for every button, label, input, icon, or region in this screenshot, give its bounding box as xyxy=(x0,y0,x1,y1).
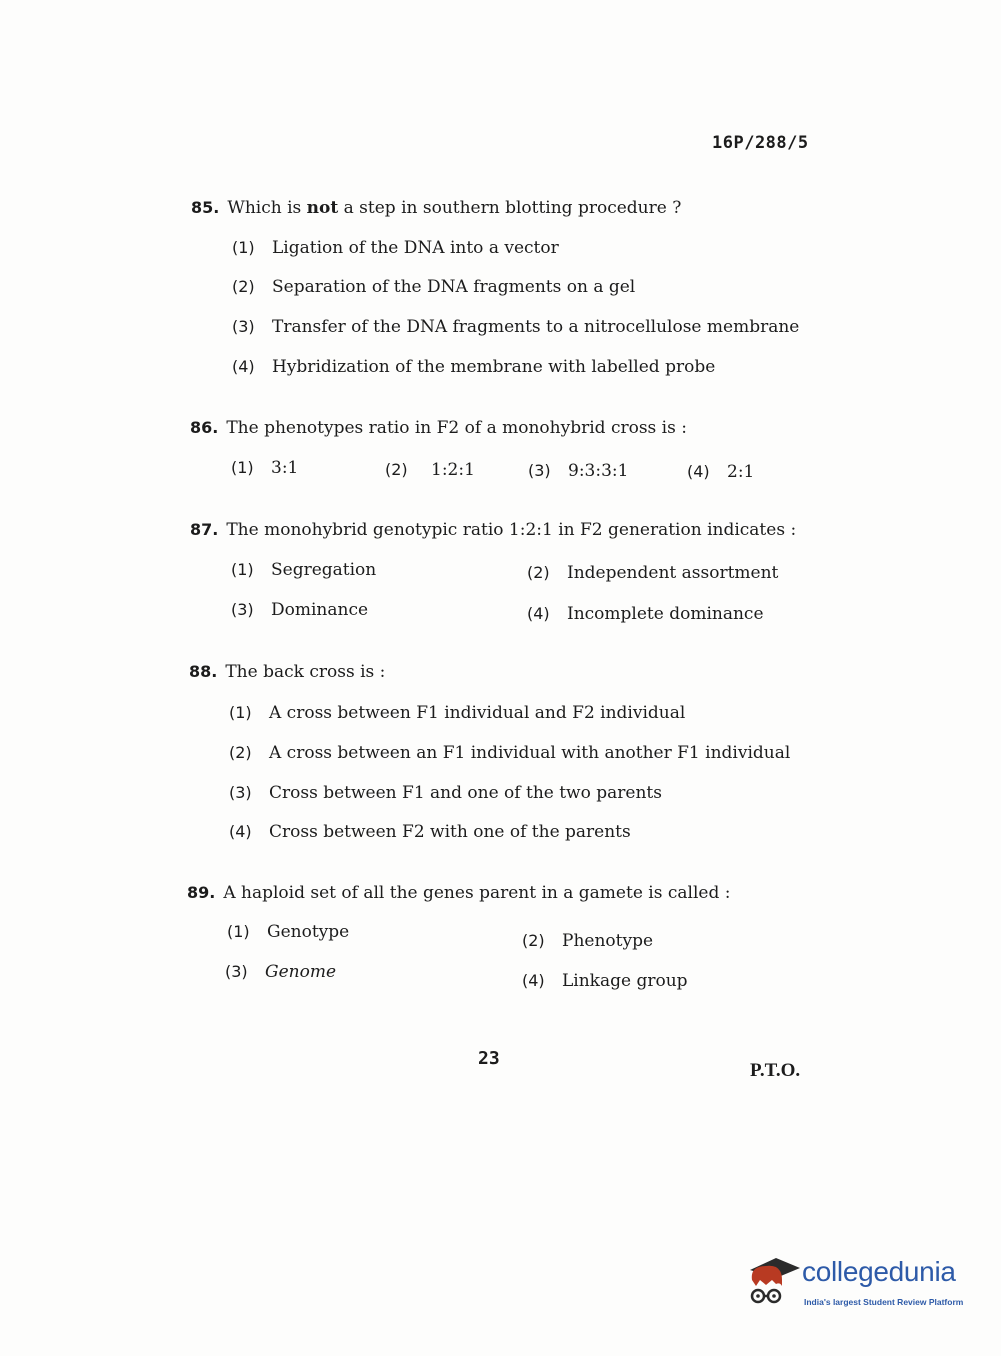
option-label: (3) xyxy=(229,783,252,802)
question-text-part: a step in southern blotting procedure ? xyxy=(338,198,682,218)
option-89-4 xyxy=(522,971,688,991)
option-label: (4) xyxy=(232,357,255,376)
option-label: (4) xyxy=(687,462,710,481)
brand-name: collegedunia xyxy=(802,1256,956,1287)
option-text: Dominance xyxy=(271,600,369,620)
option-label: (1) xyxy=(229,703,252,722)
option-label: (1) xyxy=(232,238,255,257)
option-text: 9:3:3:1 xyxy=(568,461,629,481)
option-86-2 xyxy=(385,460,475,480)
option-text: A cross between F1 individual and F2 individual xyxy=(269,703,686,723)
option-85-2 xyxy=(232,277,635,297)
option-label: (2) xyxy=(385,460,408,479)
option-88-2 xyxy=(229,743,790,763)
option-text: 3:1 xyxy=(271,458,299,478)
option-label: (3) xyxy=(231,600,254,619)
option-88-1 xyxy=(229,703,685,723)
brand-tagline: India's largest Student Review Platform xyxy=(804,1297,964,1307)
option-text: Genome xyxy=(265,962,337,982)
option-86-3 xyxy=(528,461,628,481)
option-text: Transfer of the DNA fragments to a nitrocellulose membrane xyxy=(272,317,800,337)
question-text: The back cross is : xyxy=(225,662,386,682)
option-text: Cross between F2 with one of the parents xyxy=(269,822,631,842)
question-emphasis: not xyxy=(306,198,339,218)
option-85-4 xyxy=(232,357,715,377)
option-label: (4) xyxy=(527,604,550,623)
option-87-1 xyxy=(231,560,376,580)
question-number: 87. xyxy=(190,520,219,539)
question-text: The phenotypes ratio in F2 of a monohybrid cross is : xyxy=(226,418,687,438)
option-label: (1) xyxy=(227,922,250,941)
option-text: Ligation of the DNA into a vector xyxy=(272,238,559,258)
graduate-mascot-icon xyxy=(742,1252,802,1312)
option-86-4 xyxy=(687,462,754,482)
option-text: Segregation xyxy=(271,560,377,580)
option-89-2 xyxy=(522,931,653,951)
option-label: (3) xyxy=(225,962,248,981)
question-number: 89. xyxy=(187,883,216,902)
question-text: The monohybrid genotypic ratio 1:2:1 in F2 generation indicates : xyxy=(226,520,797,540)
option-88-3 xyxy=(229,783,662,803)
option-86-1 xyxy=(231,458,298,478)
option-text: Independent assortment xyxy=(567,563,779,583)
option-89-1 xyxy=(227,922,349,942)
option-text: Linkage group xyxy=(562,971,688,991)
option-text: 1:2:1 xyxy=(431,460,475,480)
paper-code: 16P/288/5 xyxy=(712,133,809,153)
question-88 xyxy=(189,662,385,682)
option-87-4 xyxy=(527,604,764,624)
question-89 xyxy=(187,883,730,903)
option-label: (3) xyxy=(232,317,255,336)
option-87-3 xyxy=(231,600,368,620)
option-label: (1) xyxy=(231,560,254,579)
question-text: A haploid set of all the genes parent in a gamete is called : xyxy=(223,883,731,903)
question-number: 86. xyxy=(190,418,219,437)
question-text-part: Which is xyxy=(227,198,307,218)
option-text: A cross between an F1 individual with another F1 individual xyxy=(269,743,791,763)
option-85-1 xyxy=(232,238,559,258)
option-text: Phenotype xyxy=(562,931,654,951)
question-number: 88. xyxy=(189,662,218,681)
question-85 xyxy=(191,198,681,218)
option-text: Genotype xyxy=(267,922,350,942)
option-89-3 xyxy=(225,962,336,982)
question-86 xyxy=(190,418,687,438)
question-number: 85. xyxy=(191,198,220,217)
option-label: (4) xyxy=(522,971,545,990)
option-text: Hybridization of the membrane with labelled probe xyxy=(272,357,716,377)
option-text: 2:1 xyxy=(727,462,755,482)
collegedunia-logo xyxy=(742,1250,972,1320)
option-text: Incomplete dominance xyxy=(567,604,764,624)
option-label: (3) xyxy=(528,461,551,480)
page-number: 23 xyxy=(478,1048,500,1069)
option-label: (2) xyxy=(232,277,255,296)
question-87 xyxy=(190,520,796,540)
pto-label: P.T.O. xyxy=(750,1060,801,1081)
option-label: (2) xyxy=(522,931,545,950)
option-88-4 xyxy=(229,822,631,842)
option-85-3 xyxy=(232,317,799,337)
option-label: (1) xyxy=(231,458,254,477)
option-text: Separation of the DNA fragments on a gel xyxy=(272,277,636,297)
option-label: (2) xyxy=(527,563,550,582)
option-label: (4) xyxy=(229,822,252,841)
option-label: (2) xyxy=(229,743,252,762)
option-text: Cross between F1 and one of the two parents xyxy=(269,783,662,803)
option-87-2 xyxy=(527,563,778,583)
